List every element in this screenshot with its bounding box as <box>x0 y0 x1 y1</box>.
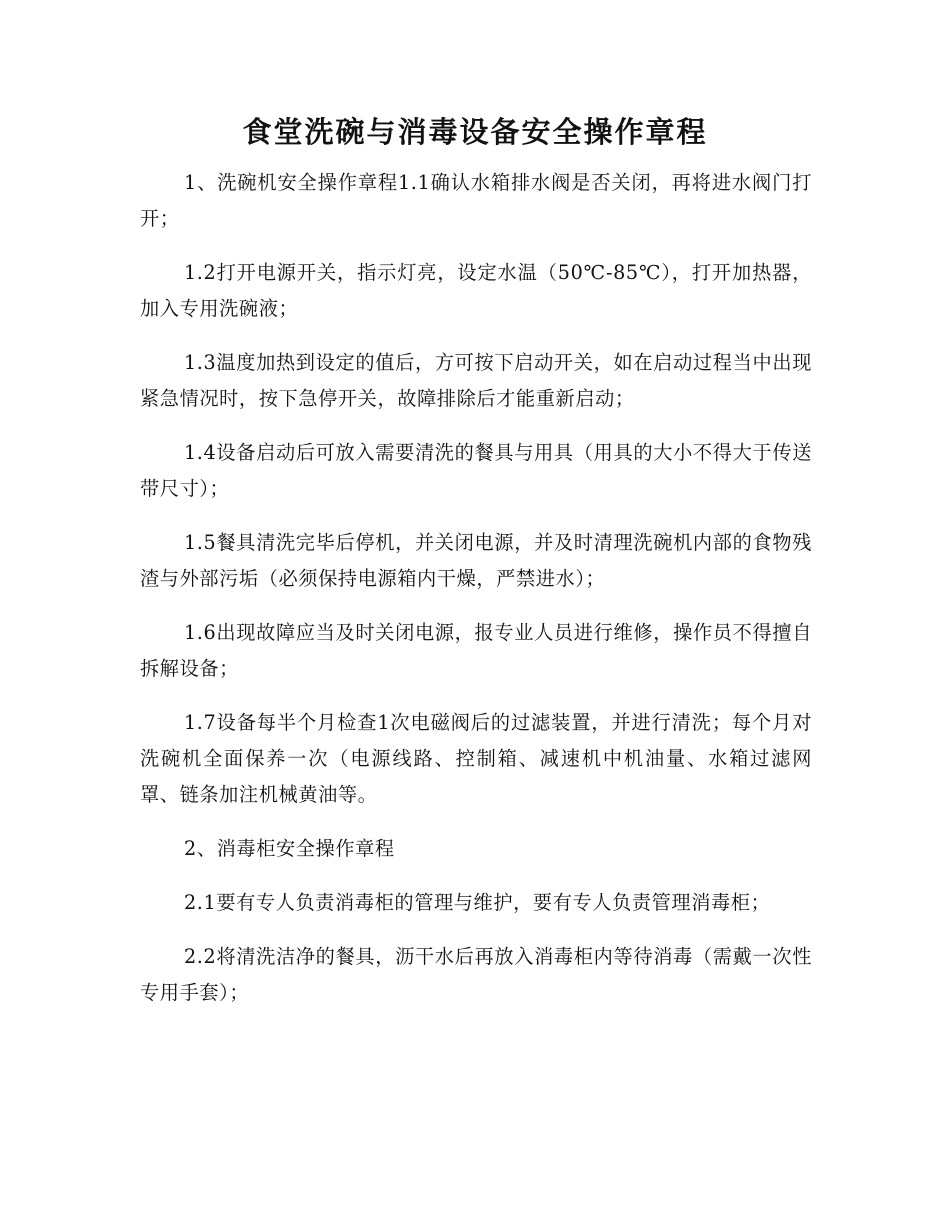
section-heading-2: 2、消毒柜安全操作章程 <box>184 837 395 860</box>
paragraph-1-7: 1.7设备每半个月检查1次电磁阀后的过滤装置，并进行清洗；每个月对洗碗机全面保养一次（电源线路、控制箱、减速机中机油量、水箱过滤网罩、链条加注机械黄油等。 <box>140 711 812 806</box>
paragraph-1-intro: 1、洗碗机安全操作章程1.1确认水箱排水阀是否关闭，再将进水阀门打开； <box>140 171 812 230</box>
paragraph-1-4: 1.4设备启动后可放入需要清洗的餐具与用具（用具的大小不得大于传送带尺寸）； <box>140 441 812 500</box>
paragraph-1-3: 1.3温度加热到设定的值后，方可按下启动开关，如在启动过程当中出现紧急情况时，按下急停开关，故障排除后才能重新启动； <box>140 351 812 410</box>
paragraph-2-1: 2.1要有专人负责消毒柜的管理与维护，要有专人负责管理消毒柜； <box>184 891 771 914</box>
paragraph-1-2: 1.2打开电源开关，指示灯亮，设定水温（50℃-85℃），打开加热器，加入专用洗碗液； <box>140 261 812 320</box>
document-body <box>140 165 812 1029</box>
paragraph-1-5: 1.5餐具清洗完毕后停机，并关闭电源，并及时清理洗碗机内部的食物残渣与外部污垢（必须保持电源箱内干燥，严禁进水）； <box>140 531 812 590</box>
paragraph-1-6: 1.6出现故障应当及时关闭电源，报专业人员进行维修，操作员不得擅自拆解设备； <box>140 621 812 680</box>
document-title: 食堂洗碗与消毒设备安全操作章程 <box>242 115 708 149</box>
paragraph-2-2: 2.2将清洗洁净的餐具，沥干水后再放入消毒柜内等待消毒（需戴一次性专用手套）； <box>140 945 812 1004</box>
